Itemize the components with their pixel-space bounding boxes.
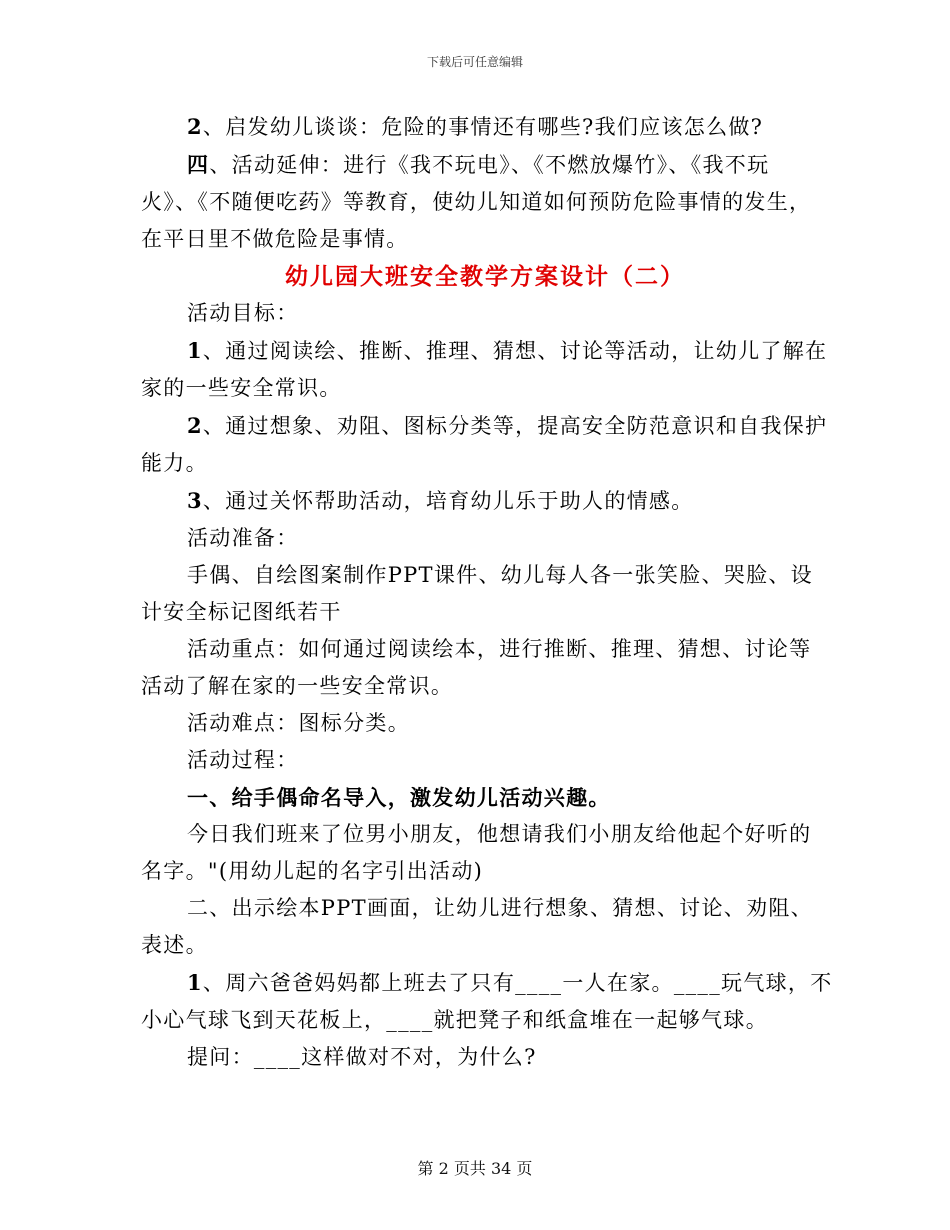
paragraph-line: 提问：____这样做对不对，为什么?	[187, 1045, 537, 1069]
paragraph-line: 今日我们班来了位男小朋友，他想请我们小朋友给他起个好听的	[187, 822, 812, 846]
paragraph-line: 名字。"(用幼儿起的名字引出活动)	[141, 859, 484, 883]
paragraph-line: 活动过程：	[187, 748, 299, 772]
list-number: 3	[187, 488, 203, 513]
page-header: 下载后可任意编辑	[426, 55, 523, 69]
list-number: 1	[187, 338, 203, 363]
paragraph-line	[141, 108, 809, 146]
list-number: 2	[187, 114, 203, 139]
paragraph-line: 家的一些安全常识。	[141, 376, 342, 400]
line-text: 、启发幼儿谈谈：危险的事情还有哪些?我们应该怎么做?	[202, 115, 764, 139]
paragraph-line: 火》、《不随便吃药》等教育，使幼儿知道如何预防危险事情的发生，	[141, 190, 812, 214]
list-number: 2	[187, 413, 203, 438]
section-title: 幼儿园大班安全教学方案设计（二）	[285, 263, 685, 290]
paragraph-line	[141, 964, 833, 1002]
step-heading: 一、给手偶命名导入，激发幼儿活动兴趣。	[187, 785, 611, 810]
paragraph-line: 活动了解在家的一些安全常识。	[141, 674, 454, 698]
line-text: 、通过关怀帮助活动，培育幼儿乐于助人的情感。	[202, 489, 694, 513]
paragraph-line: 在平日里不做危险是事情。	[141, 227, 409, 251]
line-text: 、通过阅读绘、推断、推理、猜想、讨论等活动，让幼儿了解在	[202, 339, 828, 363]
list-number: 1	[187, 970, 203, 995]
paragraph-line: 计安全标记图纸若干	[141, 600, 342, 624]
line-text: 、周六爸爸妈妈都上班去了只有____一人在家。____玩气球，不	[202, 971, 833, 995]
paragraph-line	[141, 482, 809, 520]
paragraph-line	[141, 146, 809, 184]
paragraph-line: 手偶、自绘图案制作PPT课件、幼儿每人各一张笑脸、哭脸、设	[187, 563, 813, 587]
paragraph-line: 能力。	[141, 451, 208, 475]
page-footer: 第 2 页共 34 页	[417, 1159, 533, 1178]
paragraph-line: 活动目标：	[187, 301, 299, 325]
paragraph-line: 小心气球飞到天花板上，____就把凳子和纸盒堆在一起够气球。	[141, 1008, 768, 1032]
document-body	[141, 108, 833, 1076]
paragraph-line: 二、出示绘本PPT画面，让幼儿进行想象、猜想、讨论、劝阻、	[187, 896, 813, 920]
paragraph-line: 活动重点：如何通过阅读绘本，进行推断、推理、猜想、讨论等	[187, 637, 812, 661]
line-text: 、通过想象、劝阻、图标分类等，提高安全防范意识和自我保护	[202, 414, 828, 438]
paragraph-line: 活动难点：图标分类。	[187, 711, 410, 735]
paragraph-line	[141, 407, 828, 445]
paragraph-line	[141, 332, 828, 370]
line-text: 、活动延伸：进行《我不玩电》、《不燃放爆竹》、《我不玩	[209, 153, 770, 177]
paragraph-line: 活动准备：	[187, 526, 299, 550]
paragraph-line: 表述。	[141, 933, 208, 957]
section-number: 四	[187, 152, 210, 177]
